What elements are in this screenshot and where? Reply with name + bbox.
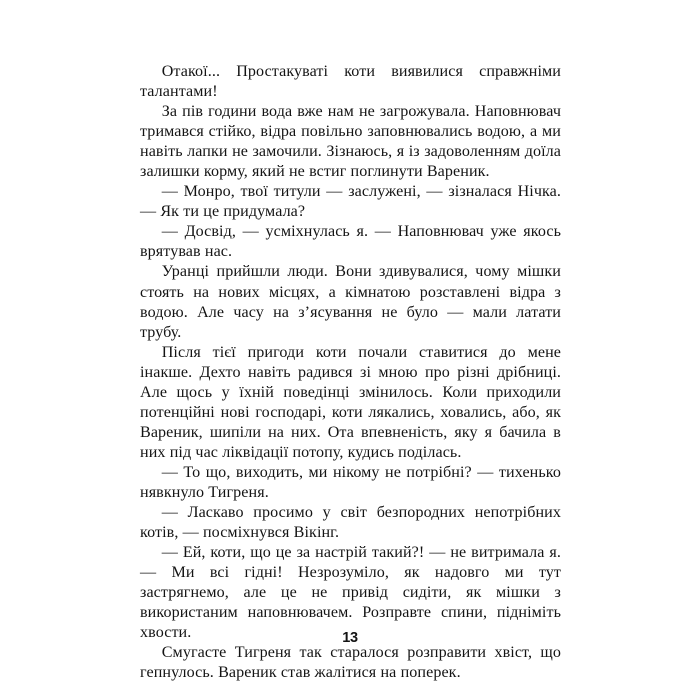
paragraph: — То що, виходить, ми нікому не потрібні? — тихенько нявкнуло Тигреня. xyxy=(140,463,561,501)
paragraph: За пів години вода вже нам не загрожувала. Наповнювач тримався стійко, відра повільно заповнювались водою, а ми навіть лапки не замочили. Зізнаюсь, я із задоволенням доїла залишки корму, який не встиг поглинути Вареник. xyxy=(140,103,561,181)
paragraph: Після тієї пригоди коти почали ставитися до мене інакше. Дехто навіть радився зі мною про різні дрібниці. Але щось у їхній поведінці змінилось. Коли приходили потенційні нові господарі, коти лякались, ховались, або, як Вареник, шипіли на них. Ота впевненість, яку я бачила в них під час ліквідації потопу, кудись поділась. xyxy=(140,343,561,461)
paragraph: — Досвід, — усміхнулась я. — Наповнювач уже якось врятував нас. xyxy=(140,223,561,261)
page-text-block xyxy=(140,62,561,683)
paragraph: Смугасте Тигреня так старалося розправити хвіст, що гепнулось. Вареник став жалітися на поперек. xyxy=(140,644,561,682)
paragraph: — Монро, твої титули — заслужені, — зізналася Нічка. — Як ти це придумала? xyxy=(140,183,561,221)
paragraph: — Ей, коти, що це за настрій такий?! — не витримала я. — Ми всі гідні! Незрозуміло, як надовго ми тут застрягнемо, але це не привід сидіти, як мішки з використаним наповнювачем. Розправте спини, підніміть хвости. xyxy=(140,544,561,642)
page-number: 13 xyxy=(342,630,358,646)
paragraph: — Ласкаво просимо у світ безпородних непотрібних котів, — посміхнувся Вікінг. xyxy=(140,504,561,542)
paragraph: Уранці прийшли люди. Вони здивувалися, чому мішки стоять на нових місцях, а кімнатою розставлені відра з водою. Але часу на з’ясування не було — мали латати трубу. xyxy=(140,263,561,341)
paragraph: Отакої... Простакуваті коти виявилися справжніми талантами! xyxy=(140,63,561,101)
